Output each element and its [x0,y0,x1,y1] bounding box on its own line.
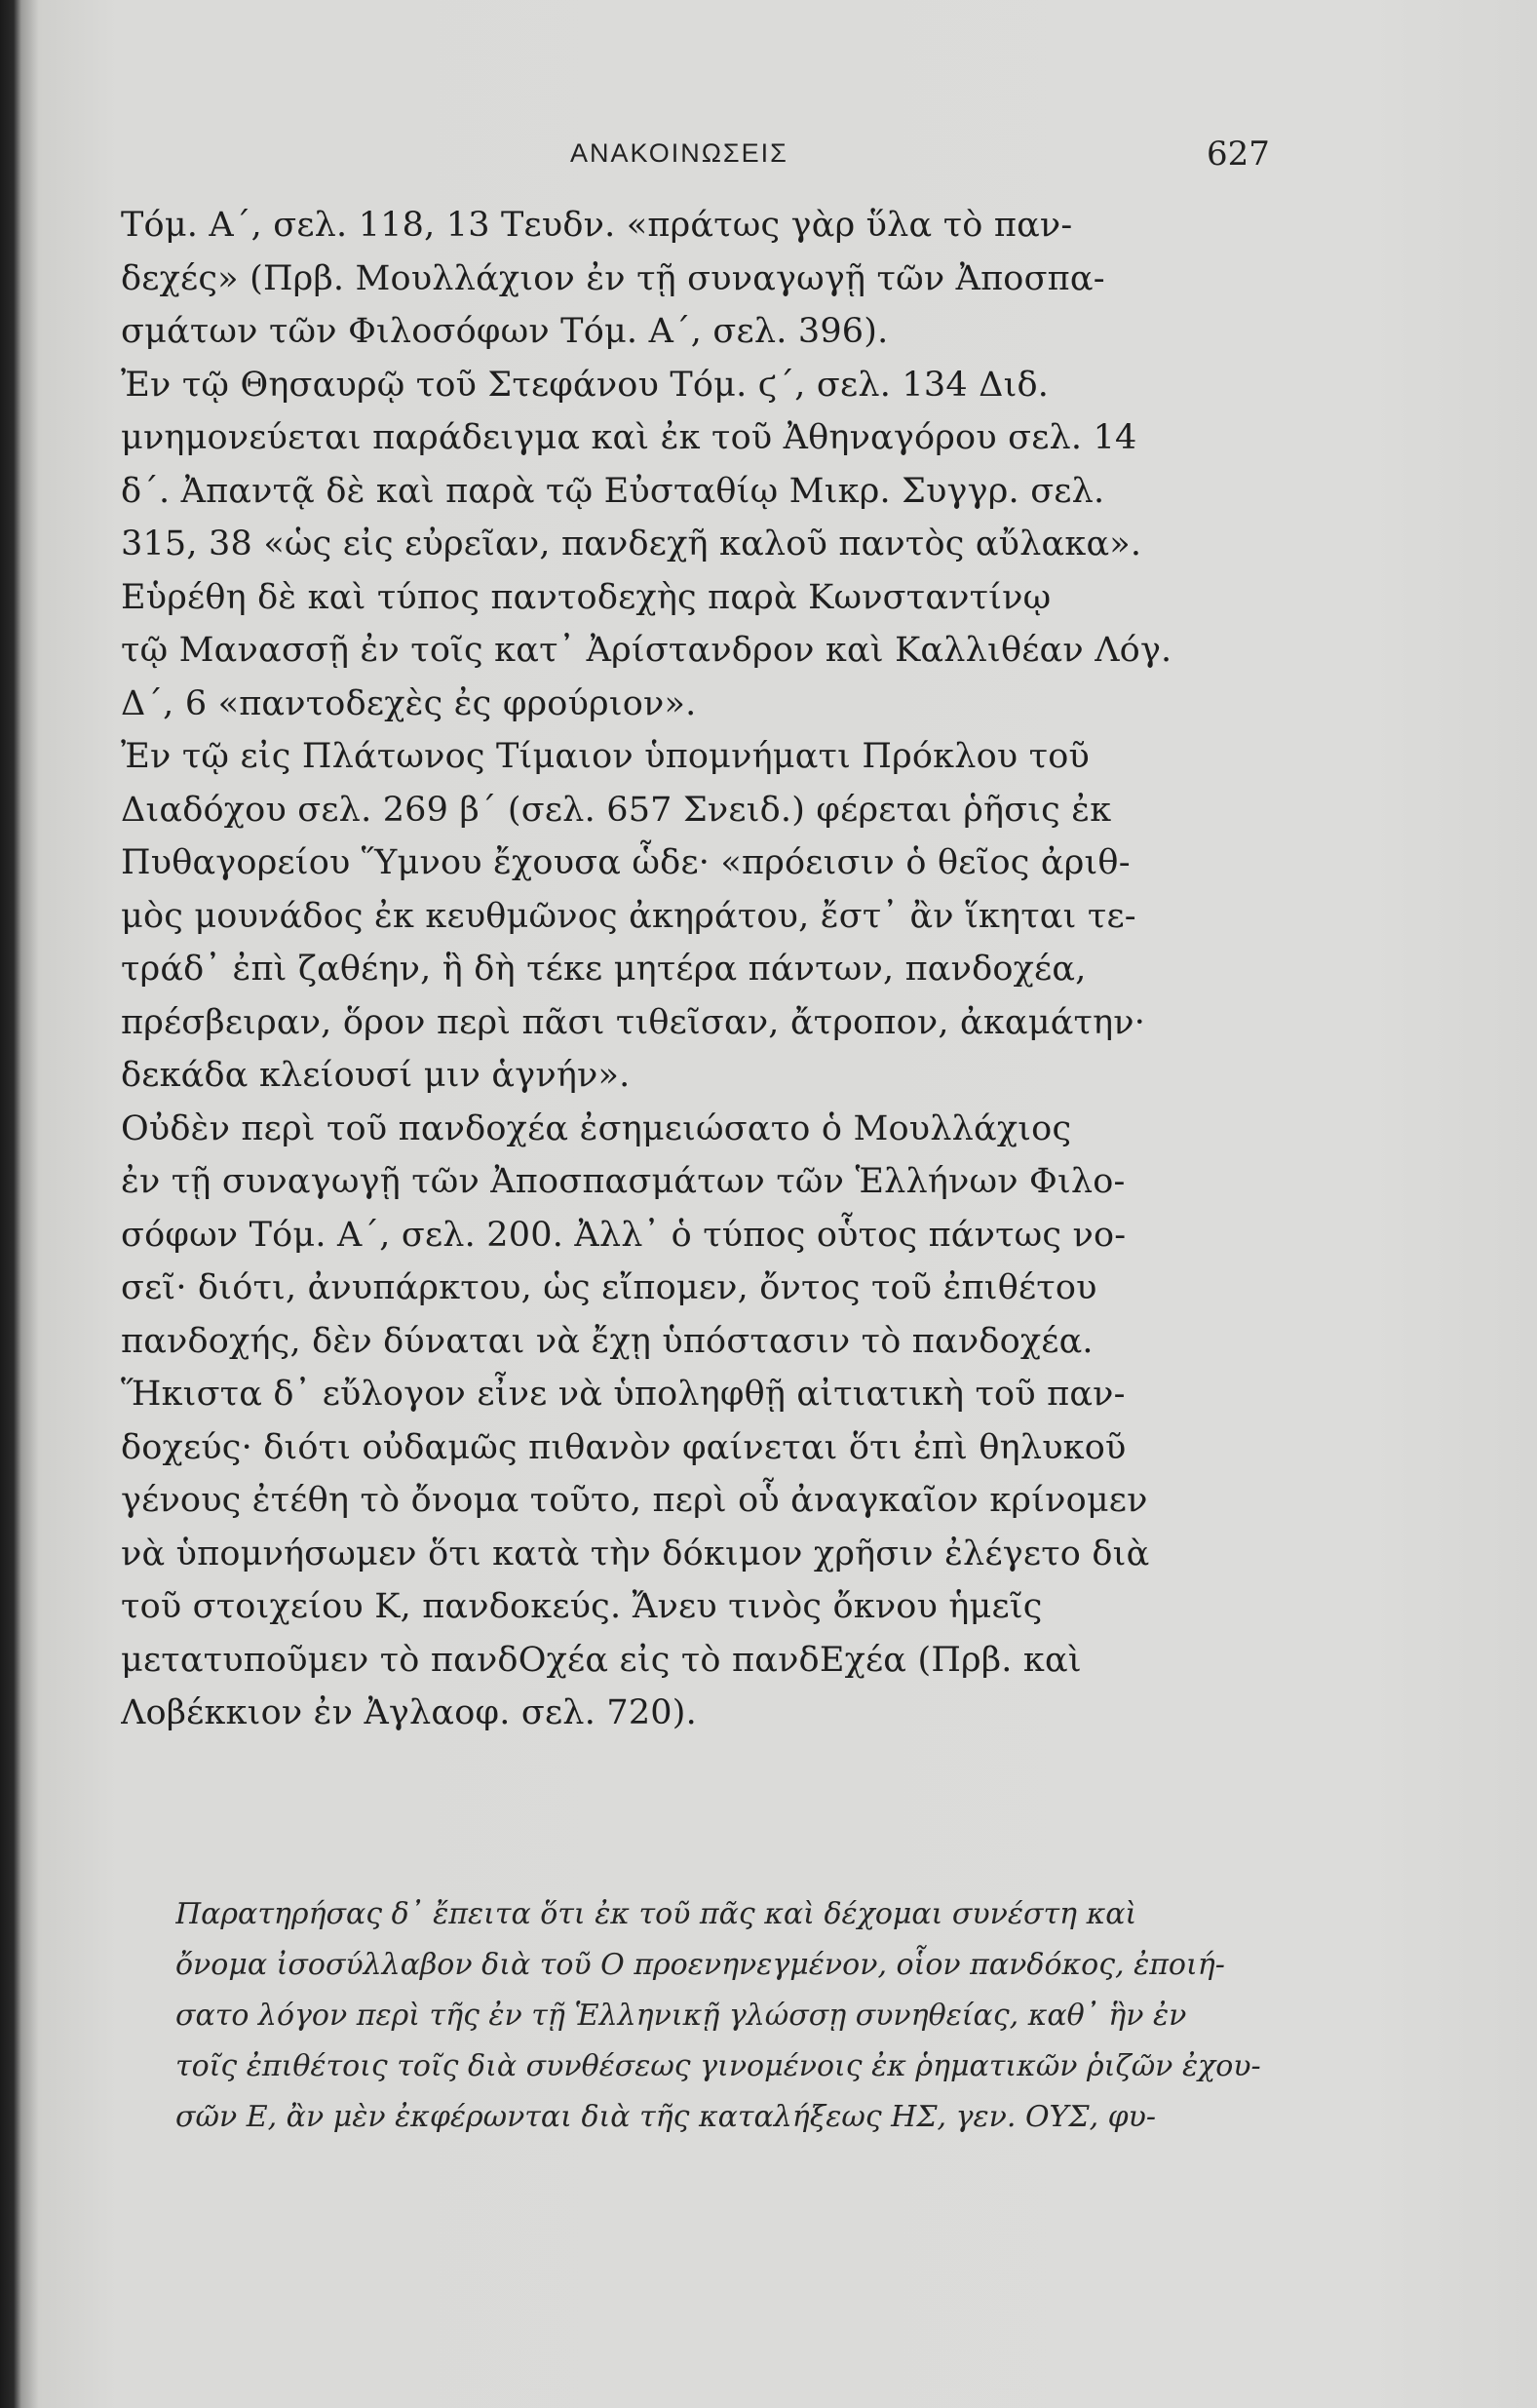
text-line: Ἥκιστα δ᾽ εὔλογον εἶνε νὰ ὑποληφθῇ αἰτιατικὴ τοῦ παν- [121,1375,1126,1414]
text-line: τῷ Μανασσῇ ἐν τοῖς κατ᾽ Ἀρίστανδρον καὶ Καλλιθέαν Λόγ. [121,631,1172,670]
running-head: ΑΝΑΚΟΙΝΩΣΕΙΣ [570,138,788,168]
text-line: τοῦ στοιχείου Κ, πανδοκεύς. Ἄνευ τινὸς ὄκνου ἡμεῖς [121,1587,1043,1626]
body-text [121,199,1281,1740]
text-line: Τόμ. Α΄, σελ. 118, 13 Τευδν. «πράτως γὰρ ὕλα τὸ παν- [121,206,1073,245]
handwritten-note [175,1889,1287,2143]
note-line: ὄνομα ἰσοσύλλαβον διὰ τοῦ Ο προενηνεγμένον, οἷον πανδόκος, ἐποιή- [175,1948,1225,1982]
text-line: Ἐν τῷ Θησαυρῷ τοῦ Στεφάνου Τόμ. ϛ΄, σελ. 134 Διδ. [121,365,1050,405]
text-line: μὸς μουνάδος ἐκ κευθμῶνος ἀκηράτου, ἔστ᾽ ἂν ἵκηται τε- [121,896,1136,936]
text-line: σόφων Τόμ. Α΄, σελ. 200. Ἀλλ᾽ ὁ τύπος οὗτος πάντως νο- [121,1215,1127,1255]
text-line: Λοβέκκιον ἐν Ἀγλαοφ. σελ. 720). [121,1693,697,1732]
page-header [0,135,1537,177]
page-number: 627 [1207,135,1270,174]
text-line: ἐν τῇ συναγωγῇ τῶν Ἀποσπασμάτων τῶν Ἑλλήνων Φιλο- [121,1162,1126,1201]
text-line: Οὐδὲν περὶ τοῦ πανδοχέα ἐσημειώσατο ὁ Μουλλάχιος [121,1108,1072,1148]
text-line: δ΄. Ἀπαντᾷ δὲ καὶ παρὰ τῷ Εὐσταθίῳ Μικρ. Συγγρ. σελ. [121,471,1105,511]
text-line: Δ΄, 6 «παντοδεχὲς ἐς φρούριον». [121,683,697,723]
text-line: πρέσβειραν, ὅρον περὶ πᾶσι τιθεῖσαν, ἄτροπον, ἀκαμάτην· [121,1002,1146,1042]
text-line: σεῖ· διότι, ἀνυπάρκτου, ὡς εἴπομεν, ὄντος τοῦ ἐπιθέτου [121,1268,1097,1307]
text-line: σμάτων τῶν Φιλοσόφων Τόμ. Α΄, σελ. 396). [121,312,889,351]
text-line: Εὑρέθη δὲ καὶ τύπος παντοδεχὴς παρὰ Κωνσταντίνῳ [121,577,1052,617]
note-line: Παρατηρήσας δ᾽ ἔπειτα ὅτι ἐκ τοῦ πᾶς καὶ δέχομαι συνέστη καὶ [175,1897,1137,1931]
text-line: νὰ ὑπομνήσωμεν ὅτι κατὰ τὴν δόκιμον χρῆσιν ἐλέγετο διὰ [121,1534,1150,1573]
note-line: τοῖς ἐπιθέτοις τοῖς διὰ συνθέσεως γινομένοις ἐκ ῥηματικῶν ῥιζῶν ἐχου- [175,2049,1261,2083]
text-line: Πυθαγορείου Ὕμνου ἔχουσα ὧδε· «πρόεισιν ὁ θεῖος ἀριθ- [121,843,1131,882]
text-line: δεκάδα κλείουσί μιν ἁγνήν». [121,1056,631,1095]
text-line: Ἐν τῷ εἰς Πλάτωνος Τίμαιον ὑπομνήματι Πρόκλου τοῦ [121,737,1090,776]
text-line: τράδ᾽ ἐπὶ ζαθέην, ἣ δὴ τέκε μητέρα πάντων, πανδοχέα, [121,950,1087,989]
text-line: μνημονεύεται παράδειγμα καὶ ἐκ τοῦ Ἀθηναγόρου σελ. 14 [121,418,1137,457]
text-line: δοχεύς· διότι οὐδαμῶς πιθανὸν φαίνεται ὅτι ἐπὶ θηλυκοῦ [121,1427,1127,1467]
note-line: σατο λόγον περὶ τῆς ἐν τῇ Ἑλληνικῇ γλώσσῃ συνηθείας, καθ᾽ ἣν ἐν [175,1999,1187,2033]
note-line: σῶν Ε, ἂν μὲν ἐκφέρωνται διὰ τῆς καταλήξεως ΗΣ, γεν. ΟΥΣ, φυ- [175,2100,1157,2134]
text-line: γένους ἐτέθη τὸ ὄνομα τοῦτο, περὶ οὗ ἀναγκαῖον κρίνομεν [121,1481,1148,1520]
text-line: Διαδόχου σελ. 269 β΄ (σελ. 657 Σνειδ.) φέρεται ῥῆσις ἐκ [121,790,1112,830]
text-line: 315, 38 «ὡς εἰς εὐρεῖαν, πανδεχῆ καλοῦ παντὸς αὔλακα». [121,524,1142,563]
text-line: μετατυποῦμεν τὸ πανδΟχέα εἰς τὸ πανδΕχέα (Πρβ. καὶ [121,1640,1082,1680]
text-line: πανδοχής, δὲν δύναται νὰ ἔχῃ ὑπόστασιν τὸ πανδοχέα. [121,1321,1094,1361]
text-line: δεχές» (Πρβ. Μουλλάχιον ἐν τῇ συναγωγῇ τῶν Ἀποσπα- [121,258,1105,298]
